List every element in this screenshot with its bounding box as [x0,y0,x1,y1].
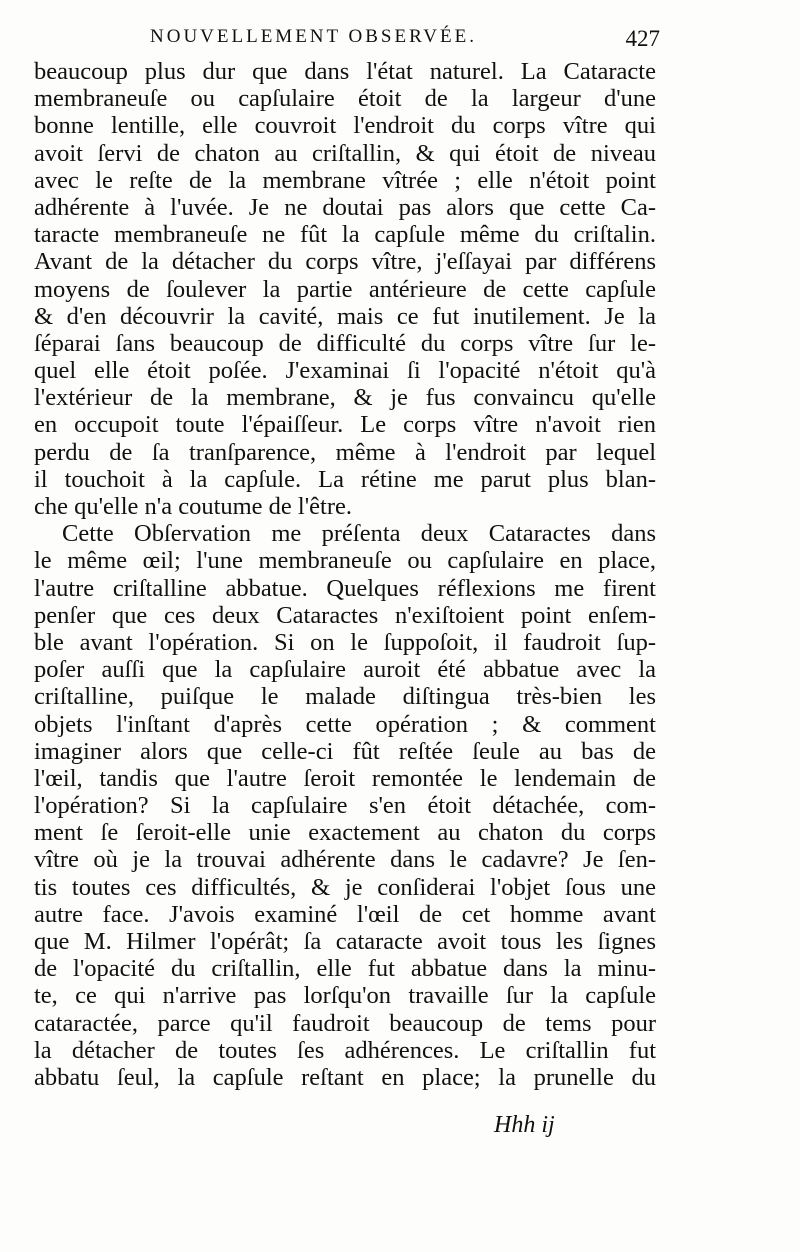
text-line: ble avant l'opération. Si on le ſuppoſoit, il faudroit ſup- [34,628,656,656]
text-line: l'autre criſtalline abbatue. Quelques réflexions me firent [34,574,656,602]
text-line: vître où je la trouvai adhérente dans le cadavre? Je ſen- [34,846,656,874]
page-number: 427 [625,26,660,51]
text-line: abbatu ſeul, la capſule reſtant en place; la prunelle du [34,1063,656,1091]
text-line: cataractée, parce qu'il faudroit beaucoup de tems pour [34,1009,656,1037]
text-line: penſer que ces deux Cataractes n'exiſtoient point enſem- [34,601,656,629]
text-line: quel elle étoit poſée. J'examinai ſi l'opacité n'étoit qu'à [34,357,656,385]
text-line: moyens de ſoulever la partie antérieure de cette capſule [34,275,656,303]
text-line: imaginer alors que celle-ci fût reſtée ſeule au bas de [34,737,656,765]
text-line: en occupoit toute l'épaiſſeur. Le corps vître n'avoit rien [34,411,656,439]
text-line: ſéparai ſans beaucoup de difficulté du corps vître ſur le- [34,329,656,357]
text-line: il touchoit à la capſule. La rétine me parut plus blan- [34,465,656,493]
body-text [34,58,656,1091]
text-line: tis toutes ces difficultés, & je conſiderai l'objet ſous une [34,873,656,901]
text-line: taracte membraneuſe ne fût la capſule même du criſtalin. [34,221,656,249]
text-line: te, ce qui n'arrive pas lorſqu'on travaille ſur la capſule [34,982,656,1010]
text-line: Cette Obſervation me préſenta deux Cataractes dans [62,520,656,548]
text-line: Avant de la détacher du corps vître, j'eſſayai par différens [34,248,656,276]
text-line: adhérente à l'uvée. Je ne doutai pas alors que cette Ca- [34,193,656,221]
text-line: le même œil; l'une membraneuſe ou capſulaire en place, [34,547,656,575]
text-line: objets l'inſtant d'après cette opération ; & comment [34,710,656,738]
text-line: membraneuſe ou capſulaire étoit de la largeur d'une [34,85,656,113]
paragraph-1 [34,58,656,520]
text-line: beaucoup plus dur que dans l'état naturel. La Cataracte [34,58,656,85]
text-line: ment ſe ſeroit-elle unie exactement au chaton du corps [34,819,656,847]
text-line: l'œil, tandis que l'autre ſeroit remontée le lendemain de [34,764,656,792]
signature-mark: Hhh ij [494,1112,555,1138]
text-line: perdu de ſa tranſparence, même à l'endroit par lequel [34,438,656,466]
text-line: la détacher de toutes ſes adhérences. Le criſtallin fut [34,1036,656,1064]
text-line: & d'en découvrir la cavité, mais ce fut inutilement. Je la [34,302,656,330]
text-line: avoit ſervi de chaton au criſtallin, & qui étoit de niveau [34,139,656,167]
running-title: NOUVELLEMENT OBSERVÉE. [150,26,477,47]
text-line: avec le reſte de la membrane vîtrée ; elle n'étoit point [34,166,656,194]
text-line: de l'opacité du criſtallin, elle fut abbatue dans la minu- [34,955,656,983]
text-line: poſer auſſi que la capſulaire auroit été abbatue avec la [34,656,656,684]
text-line: che qu'elle n'a coutume de l'être. [34,493,352,520]
text-line: que M. Hilmer l'opérât; ſa cataracte avoit tous les ſignes [34,928,656,955]
text-line: l'opération? Si la capſulaire s'en étoit détachée, com- [34,792,656,820]
text-line: criſtalline, puiſque le malade diſtingua très-bien les [34,683,656,711]
text-line: l'extérieur de la membrane, & je fus convaincu qu'elle [34,384,656,412]
text-line: bonne lentille, elle couvroit l'endroit du corps vître qui [34,112,656,140]
paragraph-2 [34,520,656,1091]
text-line: autre face. J'avois examiné l'œil de cet homme avant [34,900,656,928]
